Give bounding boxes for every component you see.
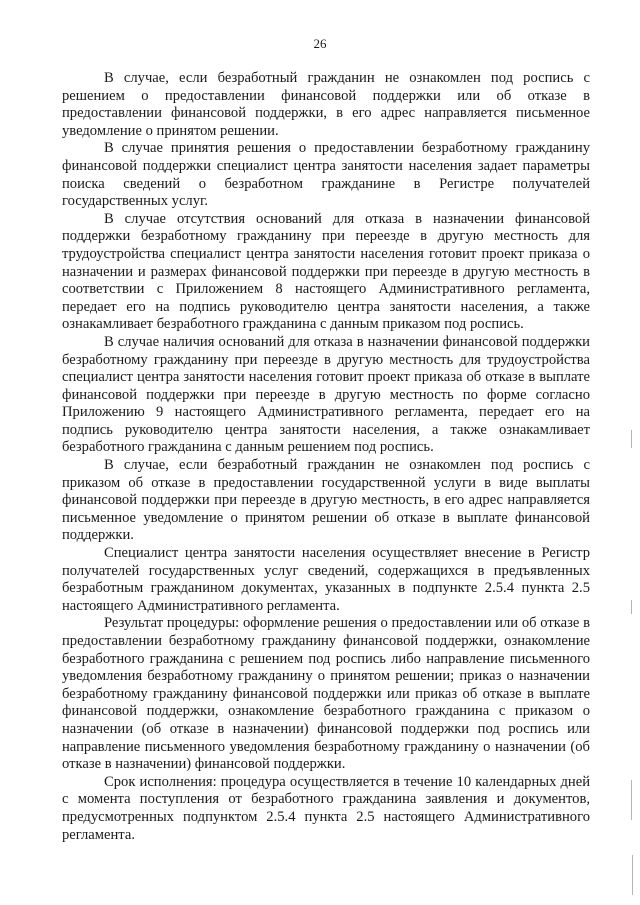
paragraph: В случае отсутствия оснований для отказа в назначении финансовой поддержки безработному гражданину при переезде в другую местность для трудоустройства специалист центра занятости населения готовит проект приказа о назначении и размерах финансовой поддержки при переезде в другую местность в соответствии с Приложением 8 настоящего Административного регламента, передает его на подпись руководителю центра занятости населения, а также ознакамливает безработного гражданина с данным приказом под роспись. bbox=[62, 210, 590, 333]
document-body bbox=[62, 70, 590, 844]
paragraph: В случае наличия оснований для отказа в назначении финансовой поддержки безработному гражданину при переезде в другую местность для трудоустройства специалист центра занятости населения готовит проект приказа об отказе в выплате финансовой поддержки при переезде в другую местность по форме согласно Приложению 9 настоящего Административного регламента, передает его на подпись руководителю центра занятости населения, а также ознакамливает безработного гражданина с данным решением под роспись. bbox=[62, 333, 590, 456]
paragraph: Результат процедуры: оформление решения о предоставлении или об отказе в предоставлении безработному гражданину финансовой поддержки, ознакомление безработного гражданина с решением под роспись либо направление письменного уведомления безработному гражданину о принятом решении; приказ о назначении безработному гражданину финансовой поддержки или приказ об отказе в выплате финансовой поддержки, ознакомление безработного гражданина с приказом о назначении (об отказе в назначении) финансовой поддержки под роспись или направление письменного уведомления безработному гражданину о назначении (об отказе в назначении) финансовой поддержки. bbox=[62, 615, 590, 773]
paragraph: В случае, если безработный гражданин не ознакомлен под роспись с решением о предоставлении финансовой поддержки или об отказе в предоставлении финансовой поддержки, в его адрес направляется письменное уведомление о принятом решении. bbox=[62, 70, 590, 139]
scan-edge-mark bbox=[631, 600, 632, 614]
paragraph: В случае принятия решения о предоставлении безработному гражданину финансовой поддержки специалист центра занятости населения задает параметры поиска сведений о безработном гражданине в Регистре получателей государственных услуг. bbox=[62, 140, 590, 210]
page-number: 26 bbox=[313, 36, 327, 51]
scan-edge-mark bbox=[631, 430, 632, 448]
scan-edge-mark bbox=[631, 780, 632, 820]
paragraph: Специалист центра занятости населения осуществляет внесение в Регистр получателей государственных услуг сведений, содержащихся в предъявленных безработным гражданином документах, указанных в подпункте 2.5.4 пункта 2.5 настоящего Административного регламента. bbox=[62, 545, 590, 614]
paragraph: В случае, если безработный гражданин не ознакомлен под роспись с приказом об отказе в предоставлении государственной услуги в виде выплаты финансовой поддержки при переезде в другую местность, в его адрес направляется письменное уведомление о принятом решении об отказе в выплате финансовой поддержки. bbox=[62, 457, 590, 544]
paragraph: Срок исполнения: процедура осуществляется в течение 10 календарных дней с момента поступления от безработного гражданина заявления и документов, предусмотренных подпунктом 2.5.4 пункта 2.5 настоящего Административного регламента. bbox=[62, 773, 590, 843]
scan-edge-mark bbox=[632, 855, 633, 895]
